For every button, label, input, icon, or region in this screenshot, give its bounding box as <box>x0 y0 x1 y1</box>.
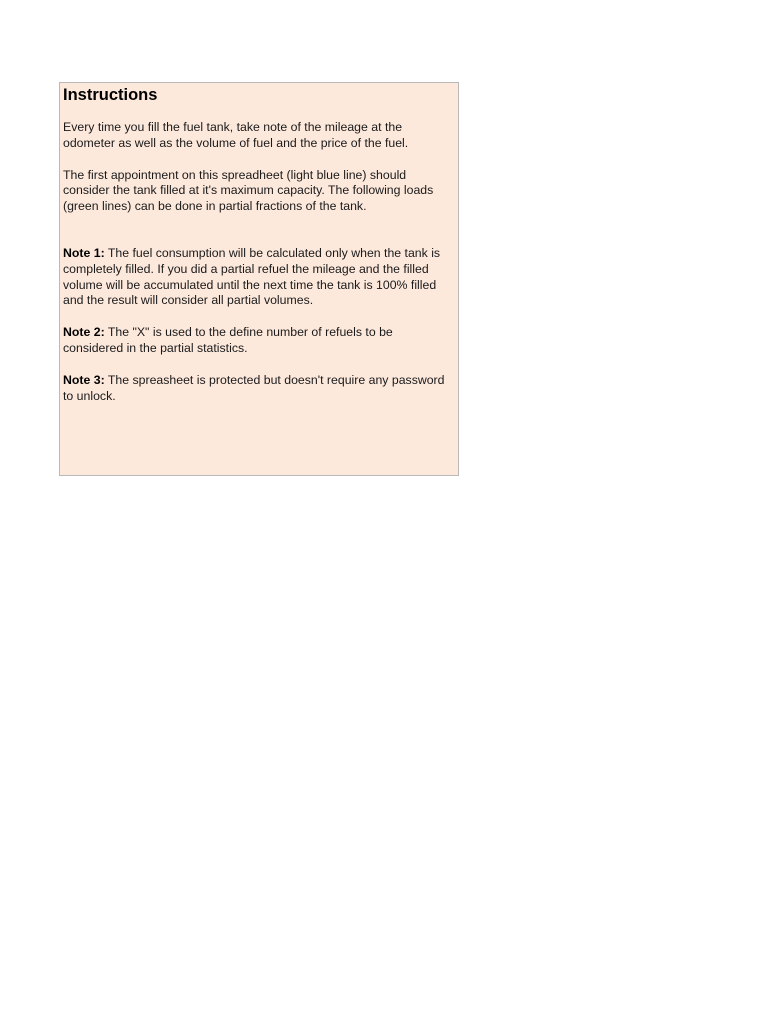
note-3 <box>63 373 455 405</box>
instructions-paragraph-2: The first appointment on this spreadheet (light blue line) should consider the tank filled at it's maximum capacity. The following loads (green lines) can be done in partial fractions of the tank. <box>63 167 434 214</box>
note-2 <box>63 325 455 357</box>
note-3-text: The spreasheet is protected but doesn't require any password to unlock. <box>63 372 445 403</box>
note-1-text: The fuel consumption will be calculated only when the tank is completely filled. If you did a partial refuel the mileage and the filled volume will be accumulated until the next time the tank is 100% filled and the result will consider all partial volumes. <box>63 245 441 308</box>
instructions-paragraph-1: Every time you fill the fuel tank, take note of the mileage at the odometer as well as the volume of fuel and the price of the fuel. <box>63 120 409 150</box>
note-1-label: Note 1: <box>63 245 105 260</box>
instructions-title: Instructions <box>63 86 158 104</box>
note-2-text: The "X" is used to the define number of refuels to be considered in the partial statistics. <box>63 325 393 355</box>
instructions-box <box>59 82 459 476</box>
note-3-label: Note 3: <box>63 372 105 387</box>
note-2-label: Note 2: <box>63 325 105 340</box>
note-1 <box>63 246 455 309</box>
